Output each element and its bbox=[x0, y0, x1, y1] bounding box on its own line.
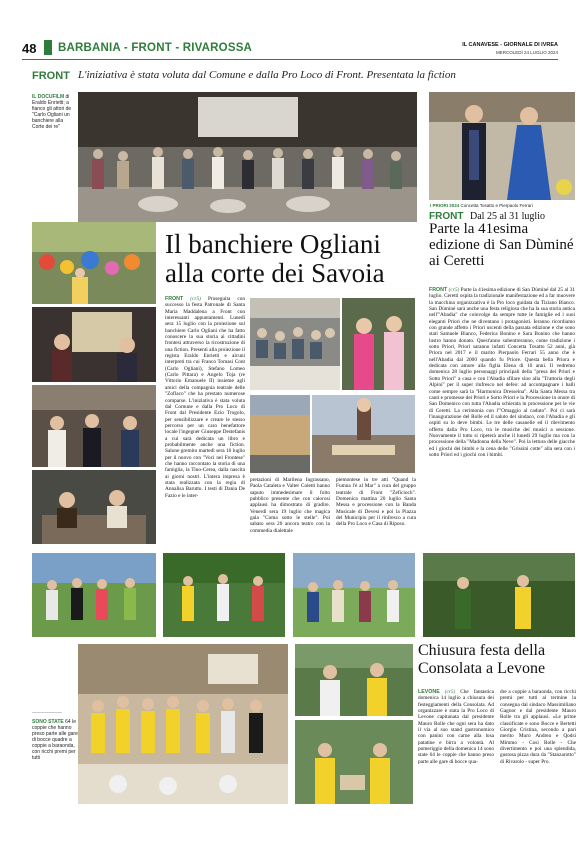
chiusura-col2-text: dre a coppie a baraonda, con ricchi premi per tutti al termine la consegna dal sindaco Massimiliano Gagnor e dal presidente Mauro Rolle tra gli applausi. «Le prime classificate e sono Bocce e Bertetti Giorgio Cristina, secondo a pari merito Muro Andrea e Qodsi Mimmo - Cosi Rolle - Che divertimento e poi una splendida, gustosa pizza dura da "Stanzarotto" di Rivarolo - super Pro. bbox=[500, 689, 576, 765]
priori-agency: (cr5) bbox=[448, 287, 460, 293]
photo-yellow-team bbox=[78, 644, 288, 804]
photo-bocce-3 bbox=[293, 553, 415, 637]
photo-girls bbox=[342, 298, 415, 390]
docufilm-caption-lead: IL DOCUFILM bbox=[32, 94, 65, 100]
chiusura-title: Chiusura festa della Consolata a Levone bbox=[418, 642, 546, 677]
priori-caption bbox=[430, 203, 575, 208]
article-col3-text: piemontese in tre atti "Quand la Fumna l'è al Mar" a cura del gruppo teatrale di Front "Zeficioch". Domenica mattina 20 luglio Santa Messa e processione con la Banda Musicale di Devesi e poi la Piazza del Municipio per il rinfresco a cura della Pro Loco e Casa di Riposo. bbox=[336, 477, 416, 528]
photo-crowd-tables bbox=[250, 298, 340, 390]
headline: Il banchiere Ogliani alla corte dei Savoia bbox=[165, 229, 385, 288]
photo-street bbox=[250, 395, 310, 473]
docufilm-caption bbox=[32, 94, 76, 130]
article-column-2 bbox=[250, 477, 330, 534]
photo-bocce-1 bbox=[32, 553, 156, 637]
photo-statue bbox=[312, 395, 415, 473]
priori-body-text: Parte la 41esima edizione di San Dùminé dal 25 al 31 luglio. Ceretti ospita la tradizionale manifestazione ed a far muovere la macchina organizzativa è la Pro loco guidata da Tiziano Bianco. San Dùminé sarà anche una festa religiosa che ha la sua storia antica nell'"Abadia" che coinvolge da sempre tutte le famiglie ed i suoi eleganti Priori che ne diventano i protagonisti. Ieranno ricordiamo con grande affetto i Priori uscenti della passata edizione e che sono stati Samuele Bianco, Federica Bonino e Sara Bonino che hanno lustro hanno donato. Quest'anno subentreranno, come tradizione i sotto Priori, Priori saranno infatti Concetta Tosatto 52 anni, già Priora nel 2017 e il marito Pierpaolo Ferrari 55 anno che è nell'Abadia dal 2000 quando fu Priore. Questa bella Priora e dedicata con amore alla figlia Elena di 16 anni. Il vedremo domenica 28 luglio personaggi principali della "presa dei Priori e Sotto Priori" a casa e con l'Abadia sfilare sino alla "Trattoria degli Alpini" per il super rinfresco nel defeo: ad accompagnare i balli come sempre sarà la "Harmonica Dresseina". Alla Santa Messa tra canti e promesse dei Priori e Sotto Priori e la Processione in onore di San Domenico con tutta l'Abadia schierata in processione per le vie di Ceretti. La cerimonia con l'"Omaggio al caduto". Poi ci sarà l'inaugurazione del Rolle ed il saluto del sindaco, con l'Abadia e gli ospiti su lo deve bimbi. Le tre delle casanelle ed il rilevimento offerto dalla Pro Loco, tra le musiche dei musici a sessione. Nuovamente il tutto si ripeterà anche il lunedì 29 luglio ma con la processione della "Madonna della Neve". Poi la lettura delle giacche ed i giochi dei bimbi e la cena delle "Grissini cotte" alla sera con i sotto Priori ed i giochi con i bimbi. bbox=[429, 287, 575, 458]
docufilm-caption-text: di Eraldo Enrietti; a fianco gli attori de "Carlo Ogliani un banchiere alla Corte dei re" bbox=[32, 94, 72, 130]
header-rule bbox=[22, 59, 558, 60]
chiusura-column-2 bbox=[500, 689, 576, 765]
article-col2-text: pretazioni di Marilena Ingrassano, Paola Cataleta e Valter Coletti hanno saputo immedesimare il folto pubblico presente che con calorosi applausi ha dimostrato di gradire. Venerdì sera 19 luglio che magica gala "Coma sotto le stelle". Poi sabato sera 20 ancora teatro con la commedia dialettale bbox=[250, 477, 330, 534]
photo-levone-2 bbox=[295, 720, 413, 804]
chiusura-column-1 bbox=[418, 689, 494, 765]
chiusura-col1-text: Che fantastica domenica 14 luglio a chiusura dei festeggiamenti della Consolata. Ad organizzare è stata la Pro Loco di Levone capitanata dal presidente Mauro Rolle che ogni sera ha dato il via al suo stand gastronomico con panini con carne alla losa patatine e birra a volontà. Al pomeriggio della domenica 14 sono state 64 le coppie che hanno preso parte alle gare di bocce qua- bbox=[418, 689, 495, 765]
photo-actors-1 bbox=[32, 307, 156, 382]
article-column-3 bbox=[336, 477, 416, 528]
sono-state-caption bbox=[32, 719, 78, 761]
page-number: 48 bbox=[22, 41, 37, 56]
photo-toys-stall bbox=[32, 222, 156, 304]
caption-rule bbox=[32, 712, 62, 713]
sono-caption-text: 64 le coppie che hanno preso parte alle gare di bocce quadre a coppie a baraonda, con ricchi premi per tutti bbox=[32, 719, 78, 761]
photo-priori bbox=[429, 92, 575, 200]
article-town: FRONT bbox=[165, 296, 184, 302]
priori-caption-lead: I PRIORI 2024 bbox=[430, 203, 460, 208]
photo-bocce-4 bbox=[423, 553, 575, 637]
article-column-1 bbox=[165, 296, 245, 499]
section-title: BARBANIA - FRONT - RIVAROSSA bbox=[58, 42, 253, 54]
kicker-text: L'iniziativa è stata voluta dal Comune e dalla Pro Loco di Front. Presentata la fiction bbox=[78, 69, 456, 81]
priori-town: FRONT bbox=[429, 287, 448, 293]
priori-body bbox=[429, 287, 575, 458]
group-photo-top bbox=[78, 92, 417, 222]
photo-levone-1 bbox=[295, 644, 413, 716]
article-agency: (cr5) bbox=[190, 296, 201, 302]
issue-date: MERCOLEDÌ 24 LUGLIO 2024 bbox=[495, 50, 558, 55]
kicker-town: FRONT bbox=[32, 70, 70, 82]
priori-title: Parte la 41esima edizione di San Dùminé ai Ceretti bbox=[429, 221, 574, 269]
priori-kicker-sub: Dal 25 al 31 luglio bbox=[470, 211, 545, 222]
photo-bocce-2 bbox=[163, 553, 285, 637]
priori-caption-text: Concetta Tosatto e Pierpaolo Ferrari bbox=[460, 203, 533, 208]
sono-caption-lead: SONO STATE bbox=[32, 719, 64, 725]
chiusura-agency: (cr5) bbox=[444, 689, 456, 695]
photo-actors-3 bbox=[32, 470, 156, 544]
photo-actors-2 bbox=[32, 385, 156, 467]
chiusura-town: LEVONE bbox=[418, 689, 440, 695]
section-color-bar bbox=[44, 40, 52, 55]
priori-kicker-town: FRONT bbox=[429, 211, 464, 222]
article-col1-text: Proseguita con successo la festa Patronale di Santa Maria Maddalena a Front con interessanti appuntamenti. Lunedì sera 15 luglio con la proiezione sul banchiere Carlo Ogliani che ha fatto conoscere la sua storia ai cittadini frontesi attraverso la ricostruzione di una fiction. Presenti alla proiezione il regista Eraldo Enrietti e alcuni interpreti tra cui Franco Tomasi Cont (Carlo Ogliani), Stefano Lomeo (Carlo Pittara) e Angelo Toja (re Vittorio Emanuele II) insieme agli amici della compagnia teatrale delle "Zoflaco" che ha prestato numerose comparse. L'iniziativa è stata voluta dal Comune e dalla Pro Loco di Front dal Presidente Ezio Trogolo, per sensibilizzare e creare le stesso percorso per un caro benefattore locale l'ingegner Giuseppe Destefanis a cui sarà dedicata un libro e probabilmente anche una fiction. Salone gremito martedì sera 16 luglio per il nuovo con "Voci nel Frontese" che hanno raccontato la storia di una famiglia, la Tino-Cerea, dalla nascita ai giorni nostri. L'intera impresa è stata realizzata con la regia di Annalisa Barutto. I testi di Dania De Fazio e le inter- bbox=[165, 296, 245, 499]
masthead: IL CANAVESE - GIORNALE DI IVREA bbox=[462, 42, 558, 48]
